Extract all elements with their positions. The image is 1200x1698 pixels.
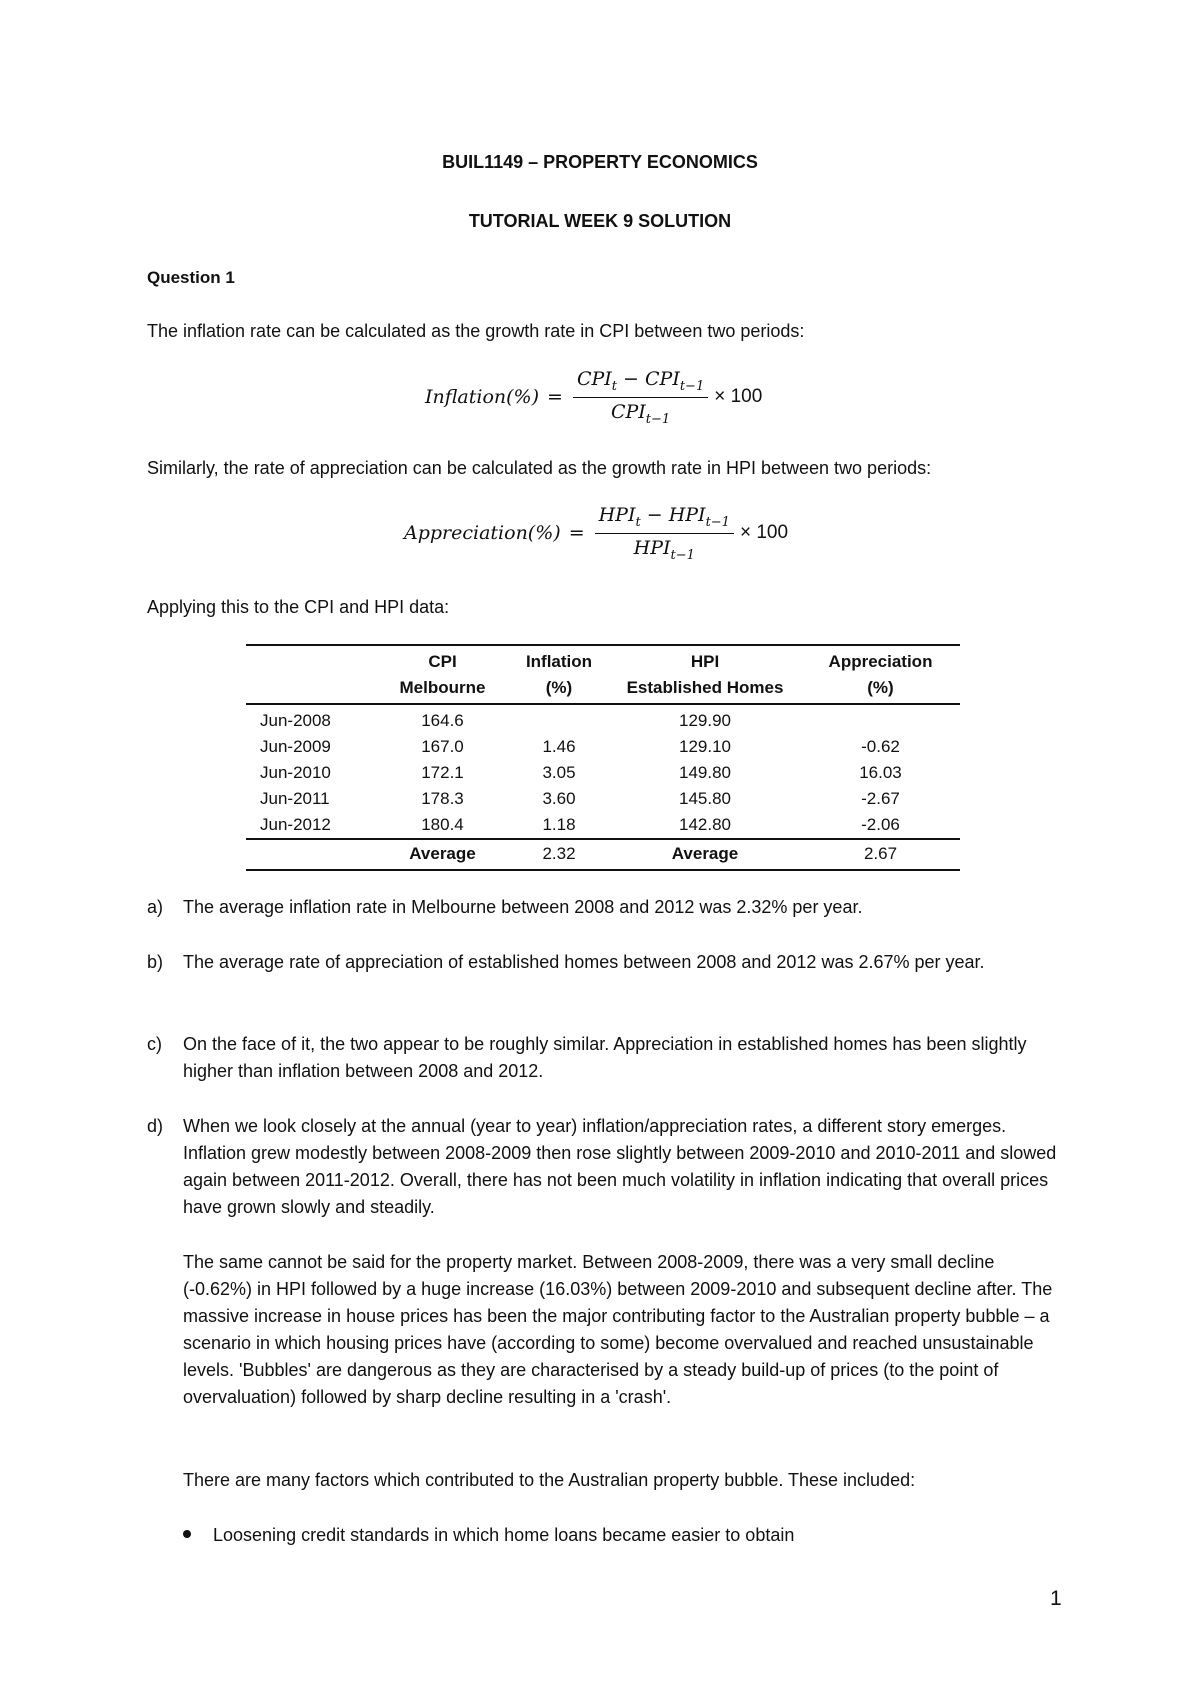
inflation-cell: 1.18 (542, 815, 576, 834)
answer-d (147, 1113, 1067, 1221)
formula-equals: = (568, 522, 585, 545)
question-heading: Question 1 (147, 268, 235, 287)
cpi-cell: 167.0 (421, 737, 464, 756)
period-cell: Jun-2009 (260, 737, 331, 756)
hpi-cell: 149.80 (679, 763, 731, 782)
hpi-cell: 129.10 (679, 737, 731, 756)
inflation-cell: 3.05 (542, 763, 576, 782)
header-cell: (%) (509, 675, 609, 704)
appreciation-cell: -2.67 (861, 789, 900, 808)
header-cell (246, 645, 376, 675)
table-row (246, 786, 960, 812)
document-title: TUTORIAL WEEK 9 SOLUTION (468, 211, 732, 231)
table-row (246, 704, 960, 734)
inflation-formula (425, 368, 762, 427)
table-row (246, 760, 960, 786)
cpi-cell: 164.6 (421, 711, 464, 730)
answer-c (147, 1031, 1067, 1085)
bullet-item (183, 1522, 794, 1549)
answer-marker: d) (147, 1116, 164, 1136)
bullet-text: Loosening credit standards in which home loans became easier to obtain (213, 1525, 795, 1545)
header-cell (246, 675, 376, 704)
cpi-cell: 180.4 (421, 815, 464, 834)
formula-lhs: Appreciation(%) (404, 522, 561, 545)
appreciation-formula (404, 504, 788, 563)
paragraph-factors: There are many factors which contributed to the Australian property bubble. These included: (183, 1470, 916, 1490)
inflation-cell: 3.60 (542, 789, 576, 808)
header-cell: Melbourne (376, 675, 509, 704)
hpi-cell: 145.80 (679, 789, 731, 808)
table-row (246, 812, 960, 839)
cpi-cell: 178.3 (421, 789, 464, 808)
average-label: Average (376, 839, 509, 870)
formula-numerator: $CPI_t - CPI_{t-1}$ (573, 368, 708, 398)
appreciation-cell: -2.06 (861, 815, 900, 834)
answer-text: On the face of it, the two appear to be roughly similar. Appreciation in established homes has been slightly higher than inflation between 2008 and 2012. (183, 1034, 1027, 1081)
course-title: BUIL1149 – PROPERTY ECONOMICS (442, 152, 758, 172)
intro-inflation: The inflation rate can be calculated as the growth rate in CPI between two periods: (147, 321, 805, 341)
table-row (246, 734, 960, 760)
answer-a (147, 894, 1067, 921)
average-inflation: 2.32 (509, 839, 609, 870)
intro-appreciation: Similarly, the rate of appreciation can be calculated as the growth rate in HPI between two periods: (147, 458, 932, 478)
header-cell: Inflation (509, 645, 609, 675)
period-cell: Jun-2010 (260, 763, 331, 782)
table-average-row (246, 839, 960, 870)
average-label: Average (609, 839, 801, 870)
page-number: 1 (1050, 1587, 1062, 1610)
answer-text: The average rate of appreciation of established homes between 2008 and 2012 was 2.67% per year. (183, 952, 985, 972)
header-cell: Appreciation (801, 645, 960, 675)
average-appreciation: 2.67 (801, 839, 960, 870)
appreciation-cell (801, 704, 960, 734)
formula-fraction (573, 368, 708, 427)
period-cell: Jun-2011 (260, 789, 330, 808)
answer-marker: b) (147, 952, 164, 972)
answer-text: The average inflation rate in Melbourne between 2008 and 2012 was 2.32% per year. (183, 897, 863, 917)
answer-text: When we look closely at the annual (year to year) inflation/appreciation rates, a different story emerges. Inflation grew modestly between 2008-2009 then rose slightly between 2009-2010 and 2010-2011 and slowed again between 2011-2012. Overall, there has not been much volatility in inflation indicating that overall prices have grown slowly and steadily. (183, 1116, 1057, 1217)
paragraph-property-market: The same cannot be said for the property market. Between 2008-2009, there was a very small decline (-0.62%) in HPI followed by a huge increase (16.03%) between 2009-2010 and subsequent decline after. The massive increase in house prices has been the major contributing factor to the Australian property bubble – a scenario in which housing prices have (according to some) become overvalued and reached unsustainable levels. 'Bubbles' are dangerous as they are characterised by a steady build-up of prices (to the point of overvaluation) followed by sharp decline resulting in a 'crash'. (183, 1252, 1053, 1407)
table-header-row (246, 675, 960, 704)
hpi-cell: 142.80 (679, 815, 731, 834)
appreciation-cell: 16.03 (859, 763, 902, 782)
period-cell: Jun-2012 (260, 815, 331, 834)
formula-denominator: $HPI_{t-1}$ (633, 536, 695, 563)
formula-equals: = (547, 386, 563, 409)
formula-numerator: $HPI_t - HPI_{t-1}$ (595, 504, 734, 534)
cpi-cell: 172.1 (421, 763, 464, 782)
inflation-cell: 1.46 (542, 737, 576, 756)
answer-b (147, 949, 1067, 976)
inflation-cell (509, 704, 609, 734)
cpi-hpi-table (246, 644, 960, 871)
hpi-cell: 129.90 (679, 711, 731, 730)
period-cell: Jun-2008 (260, 711, 331, 730)
formula-fraction (595, 504, 734, 563)
header-cell: HPI (609, 645, 801, 675)
formula-multiplier: × 100 (739, 522, 789, 544)
appreciation-cell: -0.62 (861, 737, 900, 756)
bullet-icon (183, 1530, 191, 1538)
header-cell: (%) (801, 675, 960, 704)
formula-denominator: $CPI_{t-1}$ (610, 400, 671, 427)
answer-marker: c) (147, 1034, 162, 1054)
answer-marker: a) (147, 897, 164, 917)
header-cell: Established Homes (609, 675, 801, 704)
formula-lhs: Inflation(%) (425, 386, 540, 409)
table-header-row (246, 645, 960, 675)
formula-multiplier: × 100 (714, 386, 763, 408)
applying-text: Applying this to the CPI and HPI data: (147, 597, 450, 617)
header-cell: CPI (376, 645, 509, 675)
